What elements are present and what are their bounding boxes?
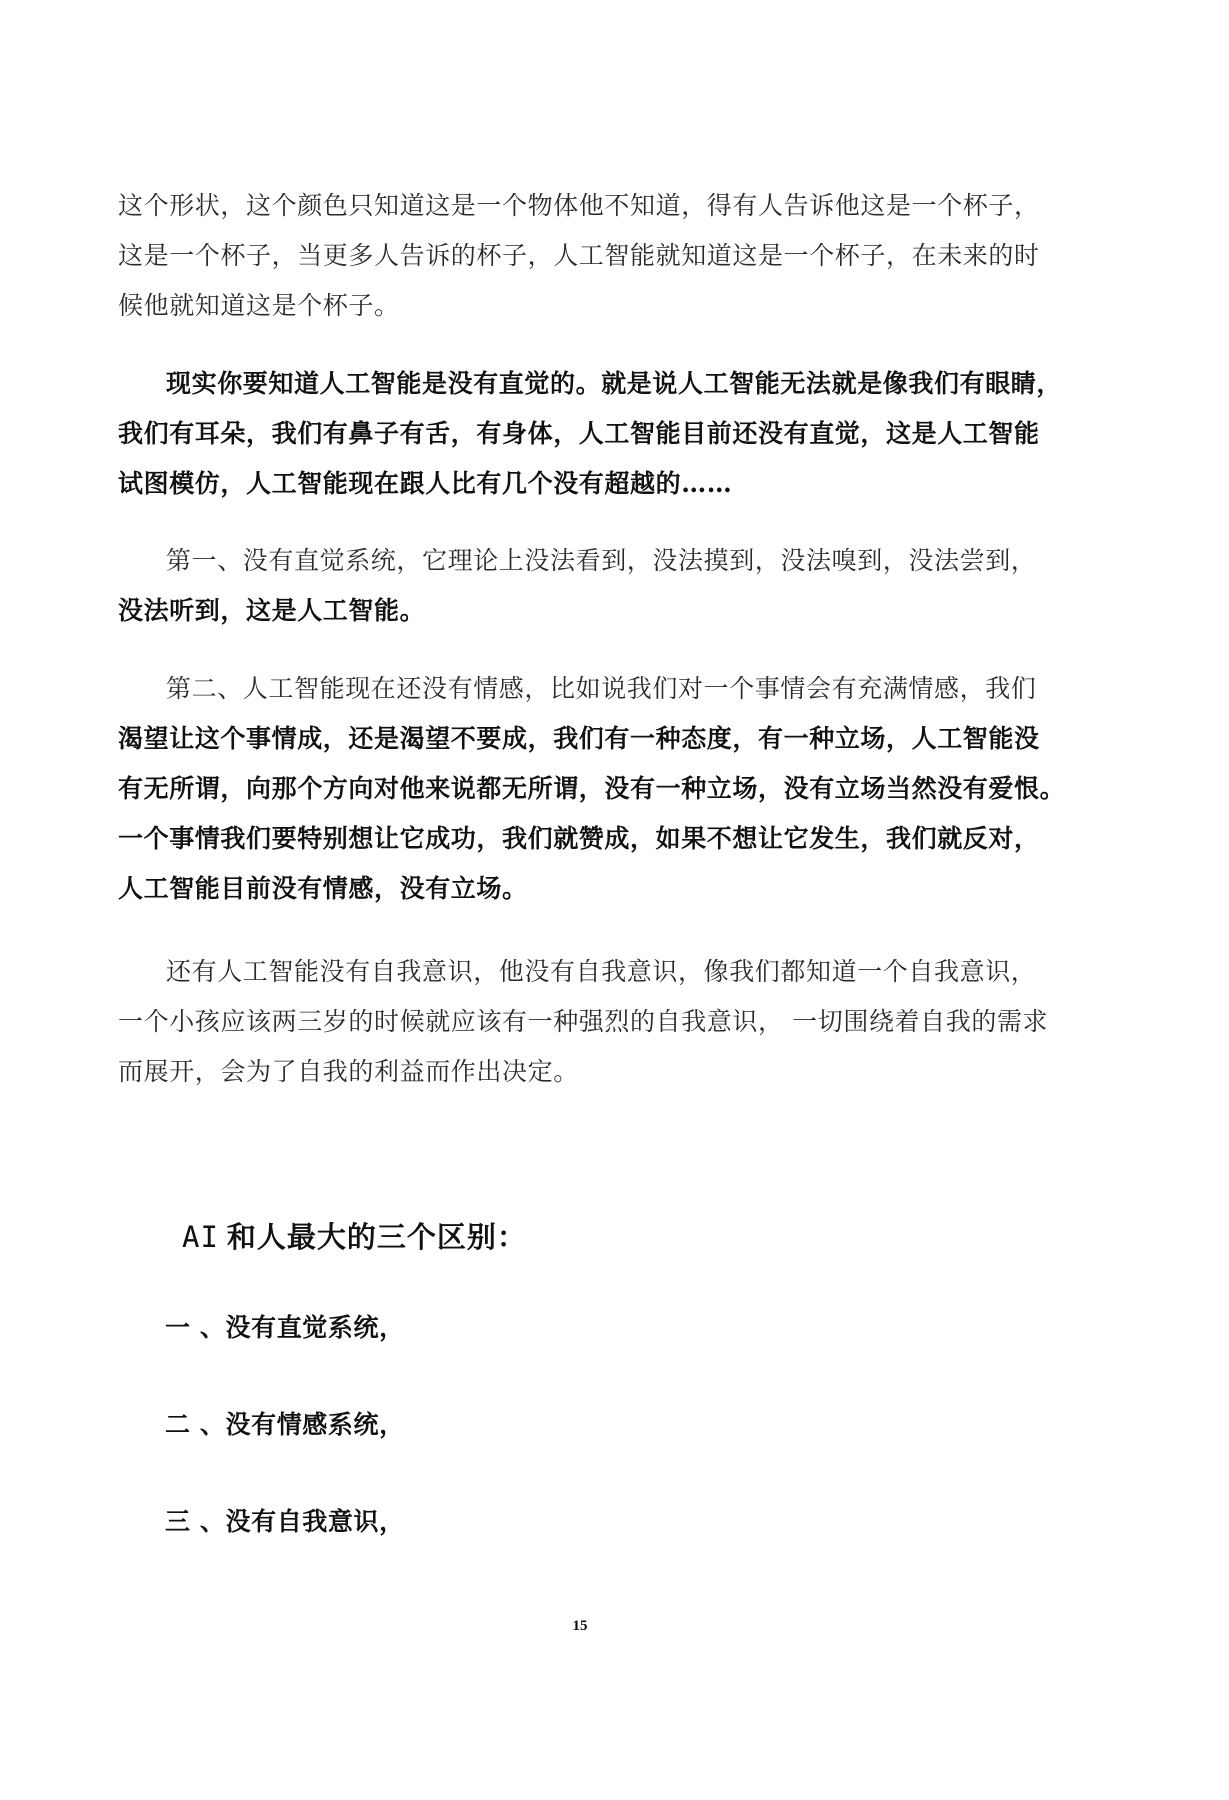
paragraph-line: 一个事情我们要特别想让它成功，我们就赞成，如果不想让它发生，我们就反对， [118, 824, 1040, 853]
paragraph-line: 候他就知道这是个杯子。 [118, 291, 400, 320]
paragraph-line: 这个形状，这个颜色只知道这是一个物体他不知道，得有人告诉他这是一个杯子， [118, 191, 1040, 220]
section-heading [182, 1217, 527, 1257]
paragraph-line: 而展开，会为了自我的利益而作出决定。 [118, 1057, 579, 1086]
paragraph-line: 试图模仿，人工智能现在跟人比有几个没有超越的…… [118, 469, 733, 498]
paragraph-line: 第一、没有直觉系统，它理论上没法看到，没法摸到，没法嗅到，没法尝到， [166, 546, 1037, 575]
list-item: 三 、没有自我意识， [165, 1507, 405, 1536]
paragraph-line: 现实你要知道人工智能是没有直觉的。就是说人工智能无法就是像我们有眼睛， [166, 369, 1063, 398]
heading-text: 和人最大的三个区别： [226, 1220, 527, 1254]
paragraph-line: 有无所谓，向那个方向对他来说都无所谓，没有一种立场，没有立场当然没有爱恨。 [118, 774, 1066, 803]
paragraph-line: 没法听到，这是人工智能。 [118, 596, 426, 625]
paragraph-line: 渴望让这个事情成，还是渴望不要成，我们有一种态度，有一种立场，人工智能没 [118, 724, 1040, 753]
paragraph-line: 我们有耳朵，我们有鼻子有舌，有身体，人工智能目前还没有直觉，这是人工智能 [118, 419, 1040, 448]
paragraph-line: 第二、人工智能现在还没有情感，比如说我们对一个事情会有充满情感，我们 [166, 674, 1037, 703]
page-number: 15 [572, 1618, 588, 1634]
paragraph-line: 一个小孩应该两三岁的时候就应该有一种强烈的自我意识， 一切围绕着自我的需求 [118, 1007, 1049, 1036]
paragraph-line: 人工智能目前没有情感，没有立场。 [118, 874, 528, 903]
heading-latin: AI [182, 1220, 219, 1254]
paragraph-line: 还有人工智能没有自我意识，他没有自我意识，像我们都知道一个自我意识， [166, 957, 1037, 986]
list-item: 二 、没有情感系统， [165, 1410, 405, 1439]
list-item: 一 、没有直觉系统， [165, 1313, 405, 1342]
paragraph-line: 这是一个杯子，当更多人告诉的杯子，人工智能就知道这是一个杯子，在未来的时 [118, 241, 1040, 270]
